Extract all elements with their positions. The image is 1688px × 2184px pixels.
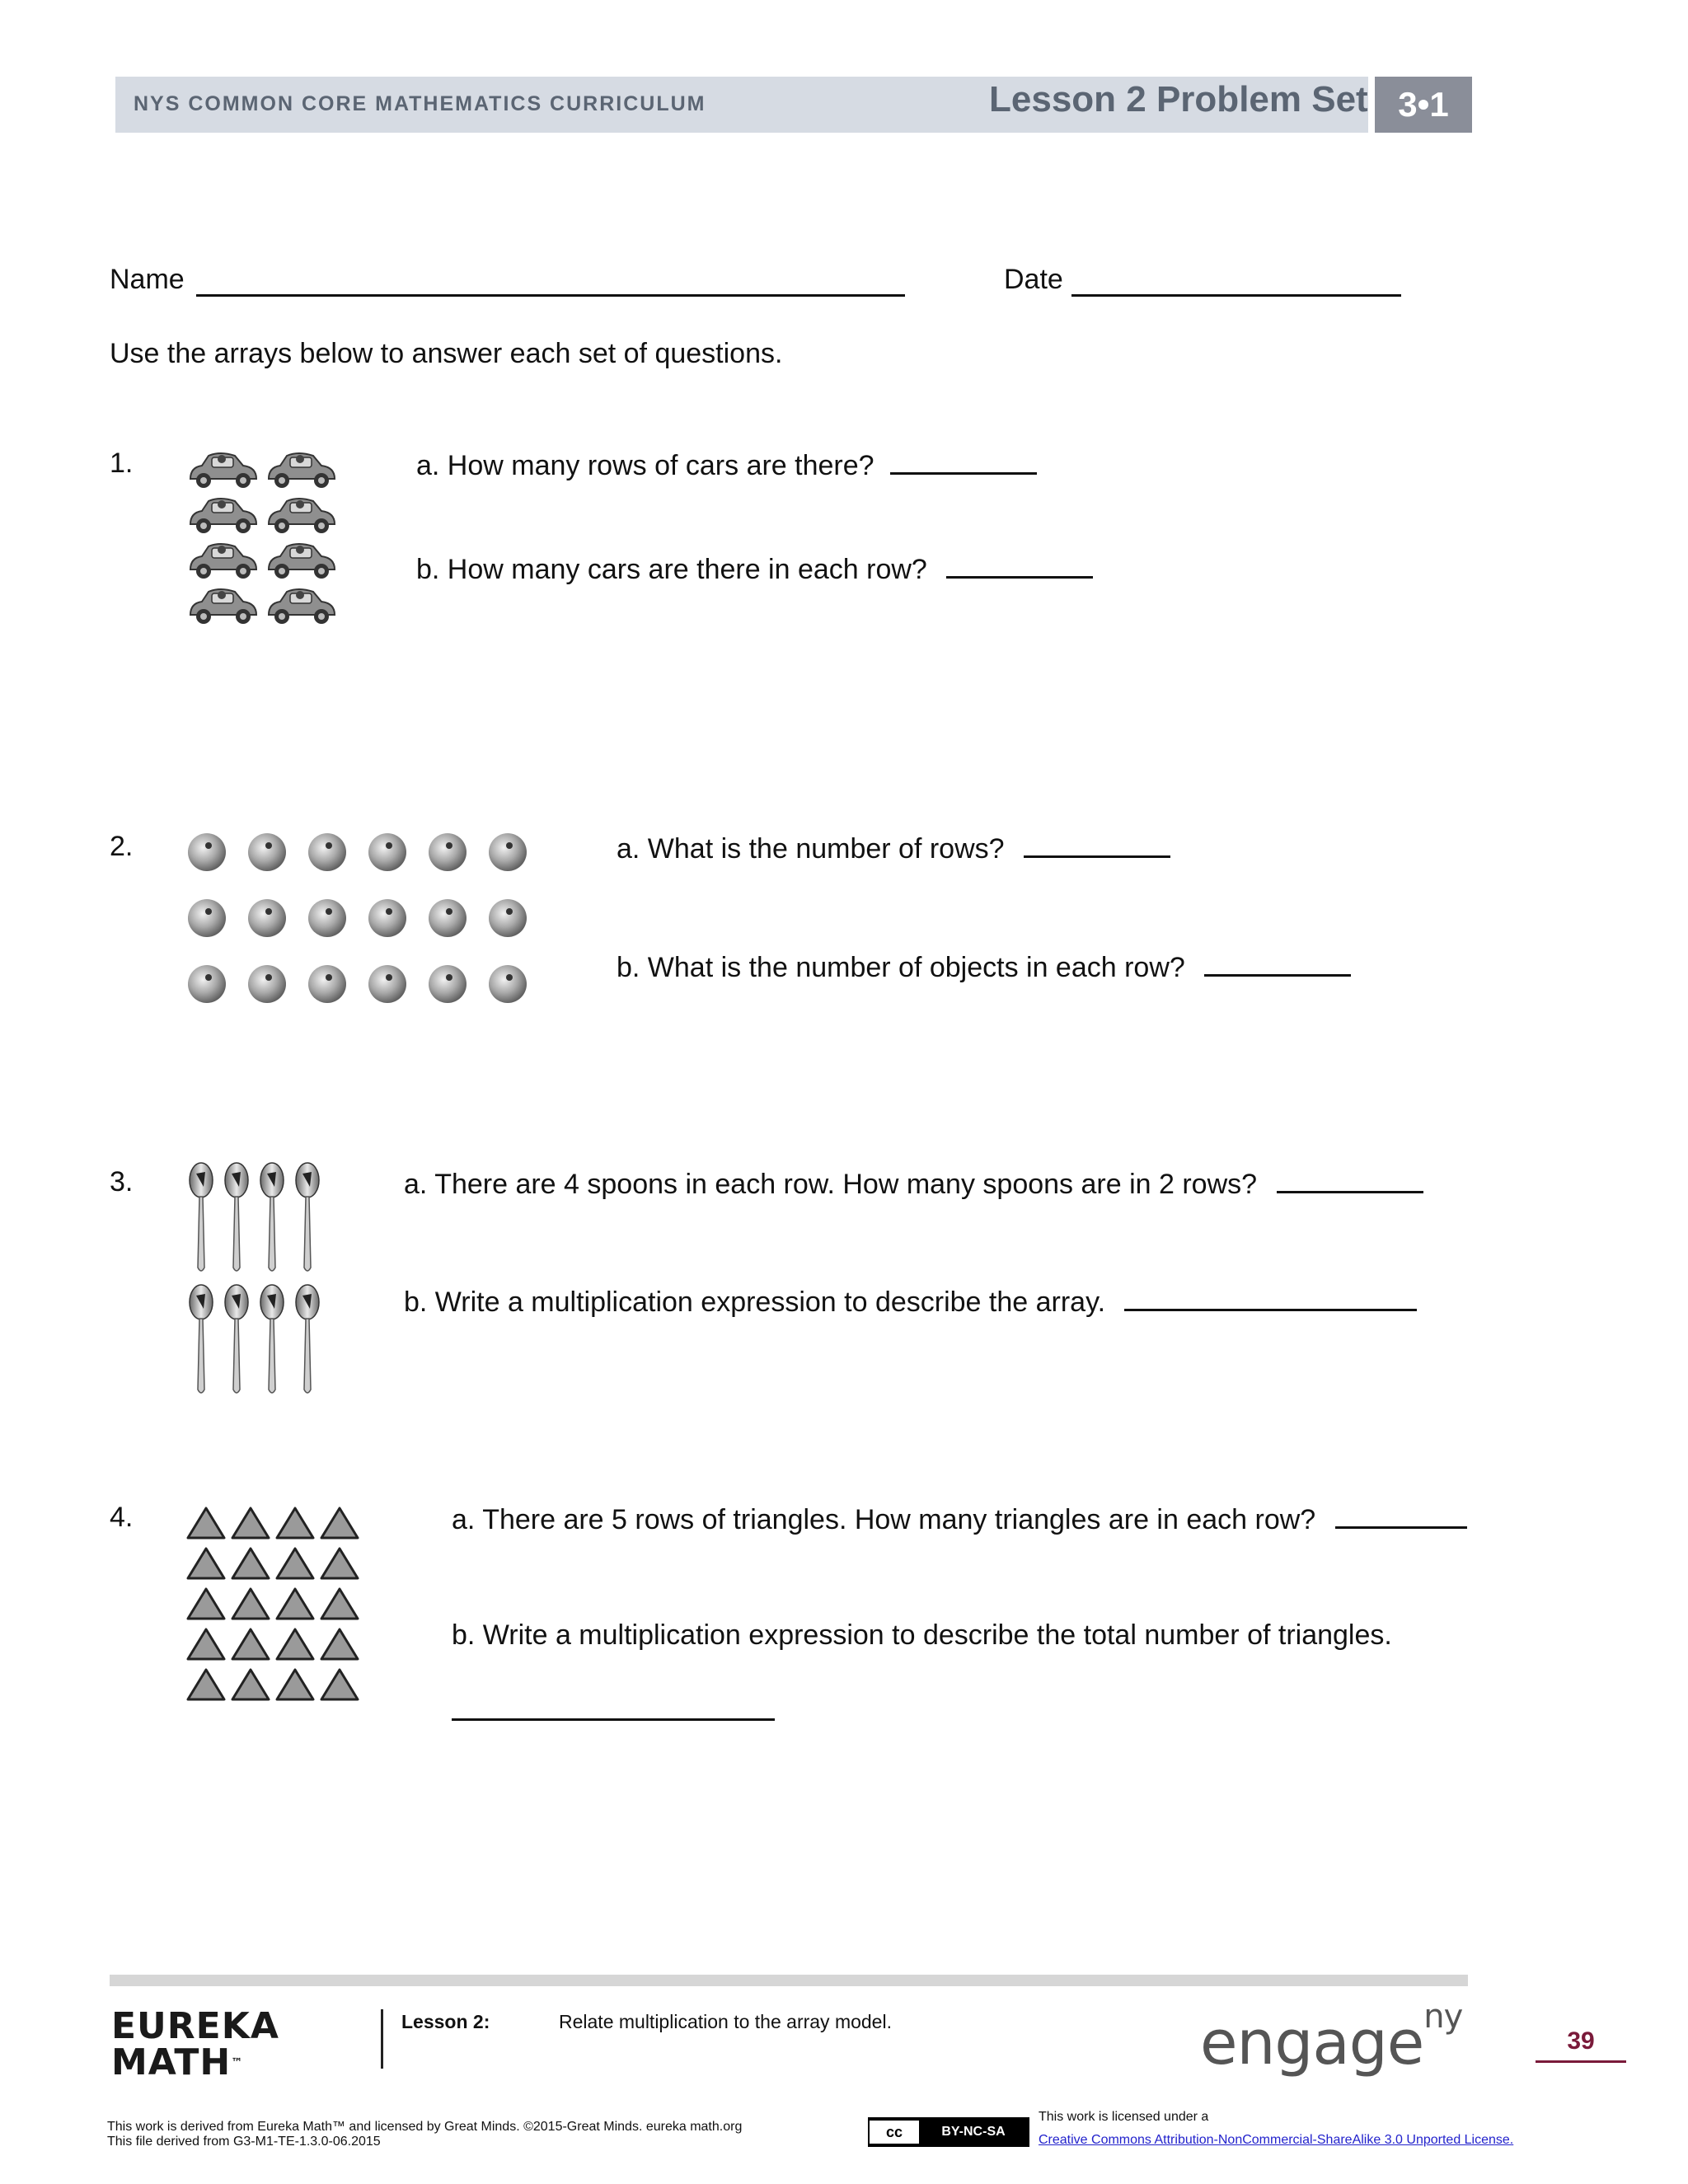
answer-blank[interactable] [946,551,1093,579]
ball-icon [429,965,467,1003]
question-text: b. What is the number of objects in each row? [617,952,1185,983]
cc-icon: cc [870,2121,919,2144]
problem-4-number: 4. [110,1502,134,1533]
triangle-icon [232,1589,269,1619]
triangle-icon [188,1549,224,1578]
spoon-icon [225,1285,248,1393]
triangle-icon [321,1670,358,1699]
answer-blank[interactable] [1277,1166,1423,1193]
spoon-icon [296,1285,319,1393]
engageny-logo [1200,1998,1463,2079]
question-text: b. Write a multiplication expression to describe the total number of triangles. [452,1619,1392,1651]
car-icon [269,453,335,488]
logo-line-2 [111,2041,279,2083]
problem-3a [404,1166,1423,1201]
file-source: This file derived from G3-M1-TE-1.3.0-06.2015 [107,2135,381,2149]
ball-icon [308,833,346,871]
ball-icon [489,899,527,937]
problem-4b [452,1619,1392,1652]
ball-icon [368,899,406,937]
problem-1a [416,448,1037,482]
cc-badge-label: BY-NC-SA [941,2125,1006,2139]
logo-line-2-text: MATH [111,2041,232,2083]
triangle-icon [277,1549,313,1578]
car-icon [269,589,335,624]
question-text: b. How many cars are there in each row? [416,554,927,585]
car-icon [269,544,335,579]
answer-blank[interactable] [452,1718,775,1721]
ball-icon [248,899,286,937]
problem-3-number: 3. [110,1166,134,1197]
module-badge: 3•1 [1375,77,1472,133]
problem-2-number: 2. [110,831,134,862]
spoon-icon [225,1163,248,1271]
ball-icon [248,965,286,1003]
page-number: 39 [1536,2027,1626,2063]
spoon-array [185,1162,330,1401]
triangle-icon [188,1629,224,1659]
answer-blank[interactable] [1335,1502,1467,1529]
ball-icon [429,833,467,871]
triangle-array [185,1505,371,1711]
curriculum-title: NYS COMMON CORE MATHEMATICS CURRICULUM [134,92,706,115]
spoon-icon [190,1163,213,1271]
engage-text: engage [1200,2008,1424,2079]
ball-icon [368,965,406,1003]
triangle-icon [321,1549,358,1578]
ball-array [185,831,544,1012]
spoon-icon [260,1163,284,1271]
car-icon [190,544,256,579]
problem-1b [416,551,1093,586]
lesson-label: Lesson 2: [401,2011,490,2032]
ny-text: ny [1423,1998,1463,2036]
triangle-icon [277,1629,313,1659]
triangle-icon [321,1629,358,1659]
triangle-icon [232,1670,269,1699]
answer-blank[interactable] [1024,831,1170,858]
triangle-icon [232,1629,269,1659]
license-intro: This work is licensed under a [1039,2110,1209,2124]
spoon-icon [296,1163,319,1271]
ball-icon [308,899,346,937]
date-field[interactable] [1071,294,1401,297]
answer-blank[interactable] [1204,949,1351,977]
question-text: b. Write a multiplication expression to describe the array. [404,1286,1106,1318]
license-link[interactable]: Creative Commons Attribution-NonCommercial-ShareAlike 3.0 Unported License. [1039,2133,1514,2147]
name-field[interactable] [196,294,905,297]
car-array [185,449,342,630]
problem-3b [404,1284,1417,1319]
car-icon [190,453,256,488]
car-icon [269,499,335,533]
triangle-icon [232,1549,269,1578]
ball-icon [308,965,346,1003]
ball-icon [368,833,406,871]
triangle-icon [321,1589,358,1619]
question-text: a. There are 5 rows of triangles. How many triangles are in each row? [452,1504,1316,1535]
cc-license-badge[interactable] [868,2117,1029,2147]
eureka-math-logo [111,2005,279,2083]
derived-notice: This work is derived from Eureka Math™ and licensed by Great Minds. ©2015-Great Minds. eureka math.org [107,2120,743,2134]
ball-icon [188,833,226,871]
problem-1-number: 1. [110,448,134,479]
spoon-icon [260,1285,284,1393]
lesson-description: Relate multiplication to the array model. [559,2011,892,2032]
problem-4a [452,1502,1467,1536]
logo-line-1: EUREKA [111,2005,279,2047]
triangle-icon [277,1670,313,1699]
question-text: a. There are 4 spoons in each row. How many spoons are in 2 rows? [404,1169,1258,1200]
triangle-icon [321,1508,358,1538]
question-text: a. What is the number of rows? [617,833,1005,865]
ball-icon [429,899,467,937]
triangle-icon [277,1589,313,1619]
triangle-icon [277,1508,313,1538]
car-icon [190,499,256,533]
triangle-icon [188,1589,224,1619]
ball-icon [188,965,226,1003]
triangle-icon [188,1508,224,1538]
name-label: Name [110,264,185,295]
footer-separator [381,2009,383,2069]
ball-icon [248,833,286,871]
triangle-icon [188,1670,224,1699]
answer-blank[interactable] [1124,1284,1417,1311]
instructions: Use the arrays below to answer each set of questions. [110,338,783,369]
question-text: a. How many rows of cars are there? [416,450,874,481]
answer-blank[interactable] [890,448,1037,475]
date-label: Date [1004,264,1063,295]
ball-icon [188,899,226,937]
triangle-icon [232,1508,269,1538]
car-icon [190,589,256,624]
page-title: Lesson 2 Problem Set [989,79,1368,120]
spoon-icon [190,1285,213,1393]
footer-divider [110,1975,1468,1986]
problem-2a [617,831,1170,865]
trademark-mark: ™ [231,2056,244,2069]
ball-icon [489,833,527,871]
ball-icon [489,965,527,1003]
problem-2b [617,949,1351,984]
